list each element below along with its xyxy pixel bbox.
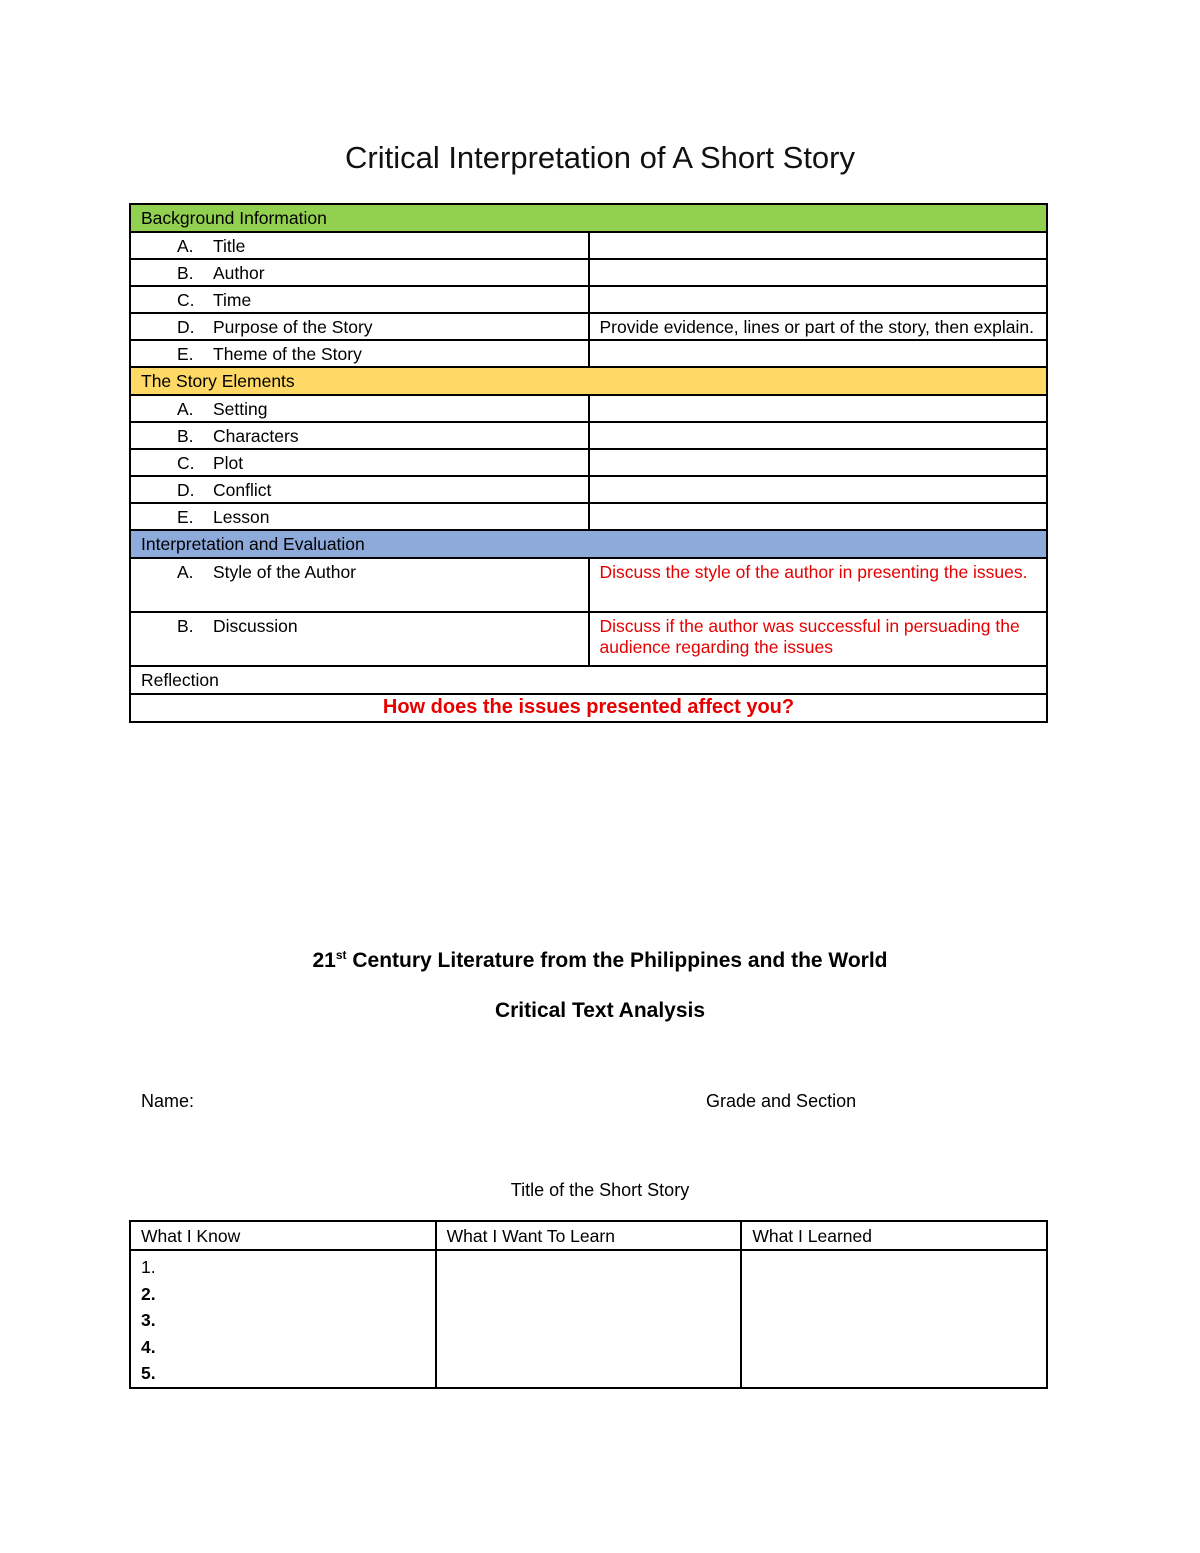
section-label: Reflection bbox=[130, 666, 1047, 694]
table-row bbox=[130, 395, 1047, 422]
table-row bbox=[130, 449, 1047, 476]
row-label: D. Purpose of the Story bbox=[130, 313, 589, 340]
table-row bbox=[130, 286, 1047, 313]
table-row bbox=[130, 476, 1047, 503]
answer-cell-author[interactable] bbox=[589, 259, 1048, 286]
answer-cell-plot[interactable] bbox=[589, 449, 1048, 476]
section-label: Background Information bbox=[130, 204, 1047, 232]
row-label: E. Theme of the Story bbox=[130, 340, 589, 367]
row-label: A. Setting bbox=[130, 395, 589, 422]
answer-cell-discussion[interactable]: Discuss if the author was successful in persuading the audience regarding the issues bbox=[589, 612, 1048, 666]
kwl-know-cell[interactable] bbox=[130, 1250, 436, 1388]
row-label: B. Characters bbox=[130, 422, 589, 449]
kwl-header-know: What I Know bbox=[130, 1221, 436, 1250]
answer-cell-setting[interactable] bbox=[589, 395, 1048, 422]
page-title: Critical Interpretation of A Short Story bbox=[344, 140, 856, 175]
list-item: 4. bbox=[141, 1336, 156, 1357]
row-label: A. Style of the Author bbox=[130, 558, 589, 612]
analysis-heading: Critical Text Analysis bbox=[494, 999, 706, 1022]
grade-section-label: Grade and Section bbox=[706, 1091, 857, 1111]
table-row bbox=[130, 232, 1047, 259]
answer-cell-purpose[interactable]: Provide evidence, lines or part of the story, then explain. bbox=[589, 313, 1048, 340]
kwl-header-learned: What I Learned bbox=[741, 1221, 1047, 1250]
row-label: B. Discussion bbox=[130, 612, 589, 666]
section-label: The Story Elements bbox=[130, 367, 1047, 395]
numbered-list bbox=[141, 1254, 425, 1387]
story-title-label: Title of the Short Story bbox=[510, 1180, 690, 1200]
row-label: C. Time bbox=[130, 286, 589, 313]
kwl-learned-cell[interactable] bbox=[741, 1250, 1047, 1388]
answer-cell-conflict[interactable] bbox=[589, 476, 1048, 503]
table-row bbox=[130, 340, 1047, 367]
list-item: 5. bbox=[141, 1363, 156, 1383]
name-label: Name: bbox=[141, 1091, 195, 1111]
section-header-interpretation bbox=[130, 530, 1047, 558]
kwl-body-row bbox=[130, 1250, 1047, 1388]
table-row bbox=[130, 313, 1047, 340]
section-header-reflection bbox=[130, 666, 1047, 694]
row-label: A. Title bbox=[130, 232, 589, 259]
section-header-elements bbox=[130, 367, 1047, 395]
section-label: Interpretation and Evaluation bbox=[130, 530, 1047, 558]
list-item: 2. bbox=[141, 1283, 156, 1304]
answer-cell-time[interactable] bbox=[589, 286, 1048, 313]
table-row bbox=[130, 259, 1047, 286]
kwl-header-want: What I Want To Learn bbox=[436, 1221, 742, 1250]
reflection-prompt[interactable]: How does the issues presented affect you? bbox=[130, 694, 1047, 722]
story-analysis-table bbox=[129, 203, 1048, 723]
table-row bbox=[130, 694, 1047, 722]
answer-cell-title[interactable] bbox=[589, 232, 1048, 259]
kwl-header-row bbox=[130, 1221, 1047, 1250]
kwl-table bbox=[129, 1220, 1048, 1389]
table-row bbox=[130, 558, 1047, 612]
row-label: B. Author bbox=[130, 259, 589, 286]
answer-cell-theme[interactable] bbox=[589, 340, 1048, 367]
subject-heading: 21st Century Literature from the Philippines and the World bbox=[312, 948, 888, 972]
table-row bbox=[130, 503, 1047, 530]
answer-cell-characters[interactable] bbox=[589, 422, 1048, 449]
row-label: D. Conflict bbox=[130, 476, 589, 503]
table-row bbox=[130, 612, 1047, 666]
table-row bbox=[130, 422, 1047, 449]
row-label: E. Lesson bbox=[130, 503, 589, 530]
list-item: 1. bbox=[141, 1257, 156, 1277]
list-item: 3. bbox=[141, 1310, 156, 1330]
section-header-background bbox=[130, 204, 1047, 232]
answer-cell-style[interactable]: Discuss the style of the author in presenting the issues. bbox=[589, 558, 1048, 612]
kwl-want-cell[interactable] bbox=[436, 1250, 742, 1388]
answer-cell-lesson[interactable] bbox=[589, 503, 1048, 530]
row-label: C. Plot bbox=[130, 449, 589, 476]
